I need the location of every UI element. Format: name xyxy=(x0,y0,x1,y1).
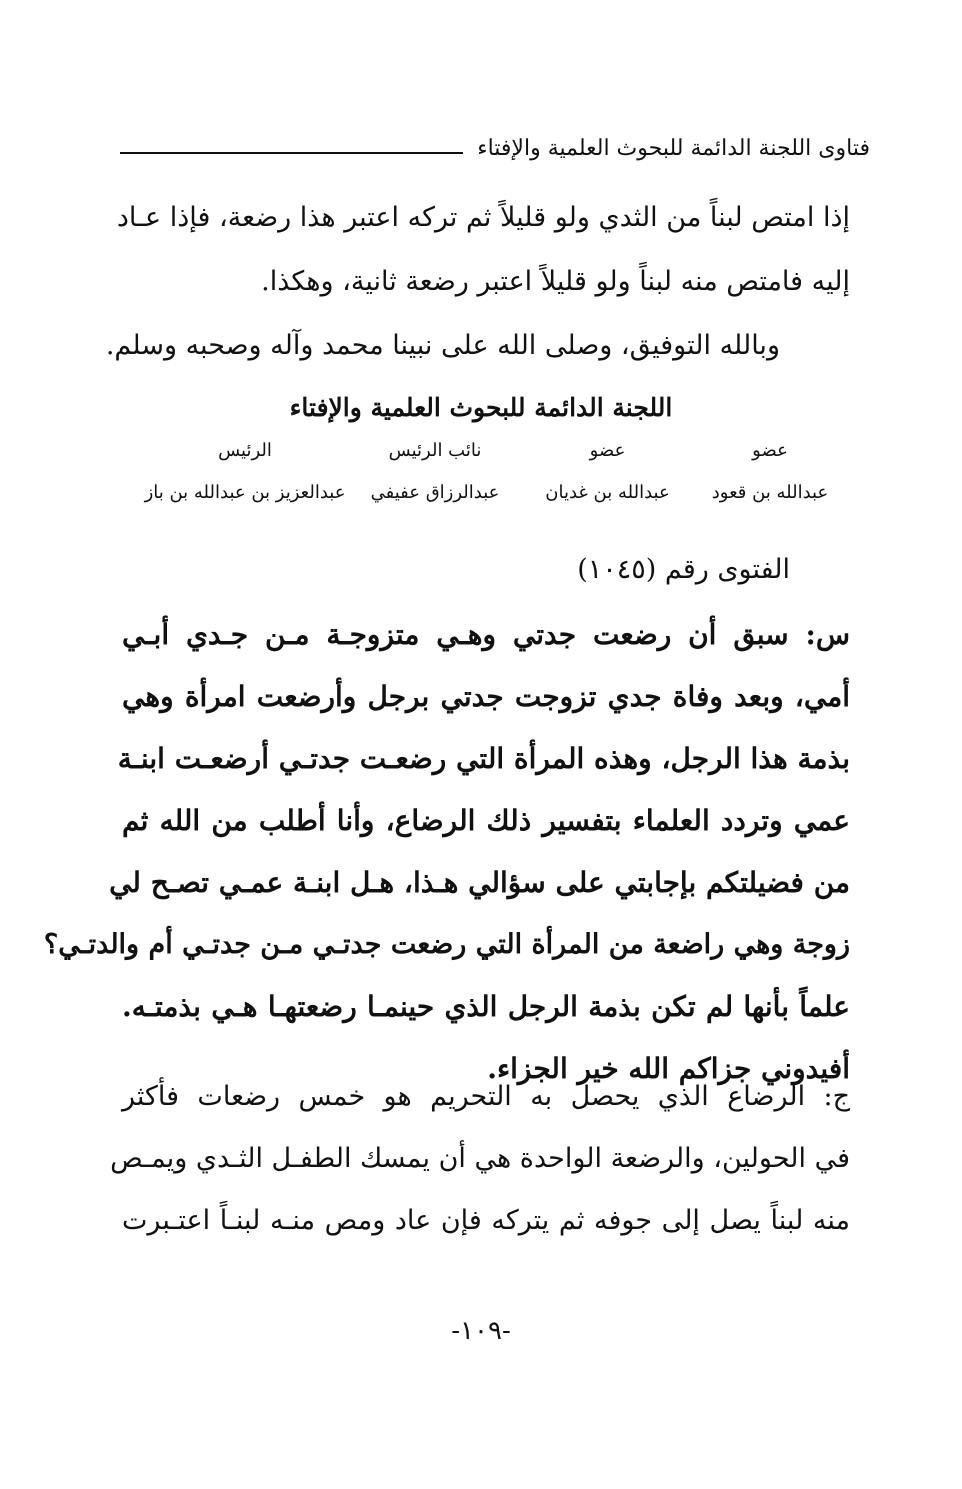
continuation-line-2: إليه فامتص منه لبناً ولو قليلاً اعتبر رضعة ثانية، وهكذا. xyxy=(261,266,850,297)
closing-line: وبالله التوفيق، وصلى الله على نبينا محمد وآله وصحبه وسلم. xyxy=(105,330,780,361)
answer-line: منه لبناً يصل إلى جوفه ثم يتركه فإن عاد ومص منـه لبنـاً اعتـبرت xyxy=(122,1205,850,1236)
question-line: علماً بأنها لم تكن بذمة الرجل الذي حينمـا رضعتهـا هـي بذمتـه. xyxy=(122,990,850,1023)
running-header-title: فتاوى اللجنة الدائمة للبحوث العلمية والإفتاء xyxy=(477,135,870,161)
answer-line: في الحولين، والرضعة الواحدة هي أن يمسك الطفـل الثـدي ويمـص xyxy=(110,1143,850,1174)
signatory-role: عضو xyxy=(589,440,626,461)
signatory-name: عبدالرزاق عفيفي xyxy=(370,482,500,503)
question-line: أفيدوني جزاكم الله خير الجزاء. xyxy=(487,1052,850,1085)
fatwa-number: الفتوى رقم (١٠٤٥) xyxy=(577,554,790,585)
running-header xyxy=(120,128,870,168)
header-rule xyxy=(120,152,463,154)
signatory-name: عبدالله بن قعود xyxy=(711,482,829,503)
answer-line: ج: الرضاع الذي يحصل به التحريم هو خمس رضعات فأكثر xyxy=(122,1081,850,1112)
question-line: زوجة وهي راضعة من المرأة التي رضعت جدتـي مـن جدتـي أم والدتـي؟ xyxy=(43,929,850,960)
question-line: من فضيلتكم بإجابتي على سؤالي هـذا، هـل ابنـة عمـي تصـح لي xyxy=(109,866,850,899)
continuation-line-1: إذا امتص لبناً من الثدي ولو قليلاً ثم تركه اعتبر هذا رضعة، فإذا عـاد xyxy=(116,202,850,233)
signatory-role: نائب الرئيس xyxy=(388,440,482,461)
question-line: بذمة هذا الرجل، وهذه المرأة التي رضعـت جدتـي أرضعـت ابنـة xyxy=(117,742,850,775)
signatory-name: عبدالعزيز بن عبدالله بن باز xyxy=(144,482,346,503)
signatory-roles xyxy=(122,440,840,461)
question-line: عمي وتردد العلماء بتفسير ذلك الرضاع، وأنا أطلب من الله ثم xyxy=(122,804,850,837)
question-line: أمي، وبعد وفاة جدي تزوجت جدتي برجل وأرضعت امرأة وهي xyxy=(122,680,850,713)
signatory-role: الرئيس xyxy=(218,440,272,461)
committee-title: اللجنة الدائمة للبحوث العلمية والإفتاء xyxy=(289,393,673,422)
signatory-names xyxy=(122,482,840,503)
signatory-role: عضو xyxy=(752,440,788,461)
question-line: س: سبق أن رضعت جدتي وهـي متزوجـة مـن جـدي أبـي xyxy=(122,618,850,651)
signatory-name: عبدالله بن غديان xyxy=(545,482,670,503)
page-number: -١٠٩- xyxy=(451,1316,511,1346)
